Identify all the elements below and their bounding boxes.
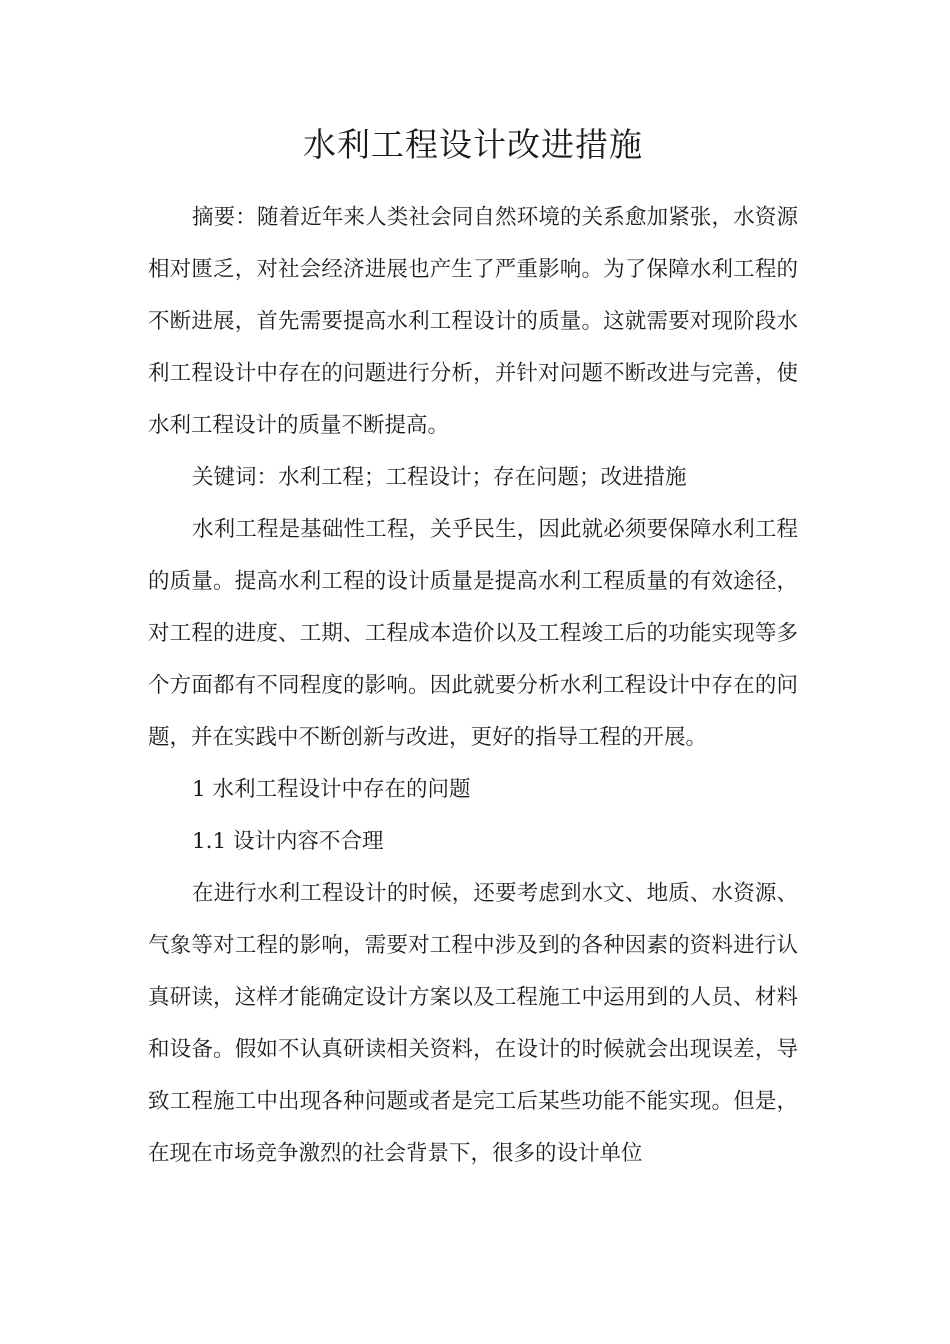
keywords-paragraph: 关键词：水利工程；工程设计；存在问题；改进措施 — [192, 465, 687, 490]
intro-paragraph: 水利工程是基础性工程，关乎民生，因此就必须要保障水利工程的质量。提高水利工程的设计质量是提高水利工程质量的有效途径，对工程的进度、工期、工程成本造价以及工程竣工后的功能实现等多个方面都有不同程度的影响。因此就要分析水利工程设计中存在的问题，并在实践中不断创新与改进，更好的指导工程的开展。 — [148, 517, 798, 750]
abstract-paragraph: 摘要：随着近年来人类社会同自然环境的关系愈加紧张，水资源相对匮乏，对社会经济进展也产生了严重影响。为了保障水利工程的不断进展，首先需要提高水利工程设计的质量。这就需要对现阶段水利工程设计中存在的问题进行分析，并针对问题不断改进与完善，使水利工程设计的质量不断提高。 — [148, 205, 798, 438]
document-body — [148, 192, 798, 1180]
body-paragraph: 在进行水利工程设计的时候，还要考虑到水文、地质、水资源、气象等对工程的影响，需要对工程中涉及到的各种因素的资料进行认真研读，这样才能确定设计方案以及工程施工中运用到的人员、材料和设备。假如不认真研读相关资料，在设计的时候就会出现误差，导致工程施工中出现各种问题或者是完工后某些功能不能实现。但是，在现在市场竞争激烈的社会背景下，很多的设计单位 — [148, 881, 798, 1166]
section-heading: 1 水利工程设计中存在的问题 — [192, 777, 471, 802]
document-title: 水利工程设计改进措施 — [303, 125, 643, 164]
subsection-heading: 1.1 设计内容不合理 — [192, 829, 384, 854]
